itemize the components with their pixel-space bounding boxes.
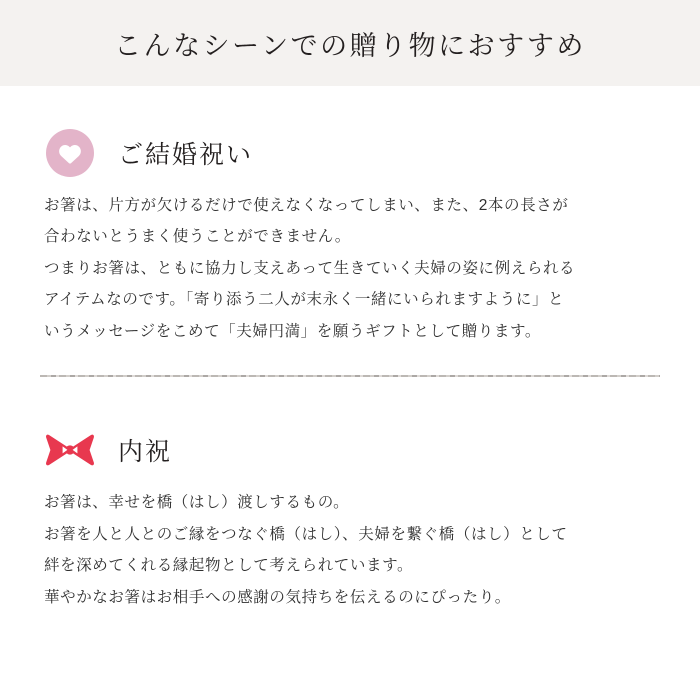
section-wedding-title: ご結婚祝い bbox=[118, 141, 254, 169]
ribbon-bow-icon bbox=[44, 424, 96, 476]
paragraph-line: 合わないとうまく使うことができません。 bbox=[44, 228, 351, 246]
spacer bbox=[0, 377, 700, 413]
page-title: こんなシーンでの贈り物におすすめ bbox=[114, 30, 586, 61]
paragraph-line: アイテムなのです。「寄り添う二人が末永く一緒にいられますように」と bbox=[44, 291, 565, 309]
section-uchiiwai-body bbox=[44, 487, 656, 613]
paragraph-line: お箸を人と人とのご縁をつなぐ橋（はし）、夫婦を繋ぐ橋（はし）として bbox=[44, 525, 568, 543]
section-uchiiwai bbox=[0, 413, 700, 613]
section-uchiiwai-header bbox=[44, 413, 656, 487]
paragraph-line: いうメッセージをこめて「夫婦円満」を願うギフトとして贈ります。 bbox=[44, 322, 541, 340]
section-divider-wrap bbox=[0, 375, 700, 377]
section-wedding bbox=[0, 116, 700, 347]
spacer bbox=[0, 86, 700, 116]
section-wedding-body bbox=[44, 190, 656, 347]
paragraph-line: 華やかなお箸はお相手への感謝の気持ちを伝えるのにぴったり。 bbox=[44, 588, 511, 606]
section-uchiiwai-title: 内祝 bbox=[118, 438, 173, 467]
section-wedding-header bbox=[44, 116, 656, 190]
heart-icon bbox=[44, 127, 96, 179]
spacer bbox=[0, 347, 700, 375]
paragraph-line: お箸は、片方が欠けるだけで使えなくなってしまい、また、2本の長さが bbox=[44, 197, 569, 214]
paragraph-line: 絆を深めてくれる縁起物として考えられています。 bbox=[44, 557, 414, 575]
paragraph-line: つまりお箸は、ともに協力し支えあって生きていく夫婦の姿に例えられる bbox=[44, 259, 576, 277]
page-header-band bbox=[0, 0, 700, 86]
paragraph-line: お箸は、幸せを橋（はし）渡しするもの。 bbox=[44, 494, 350, 512]
section-divider bbox=[40, 375, 660, 377]
